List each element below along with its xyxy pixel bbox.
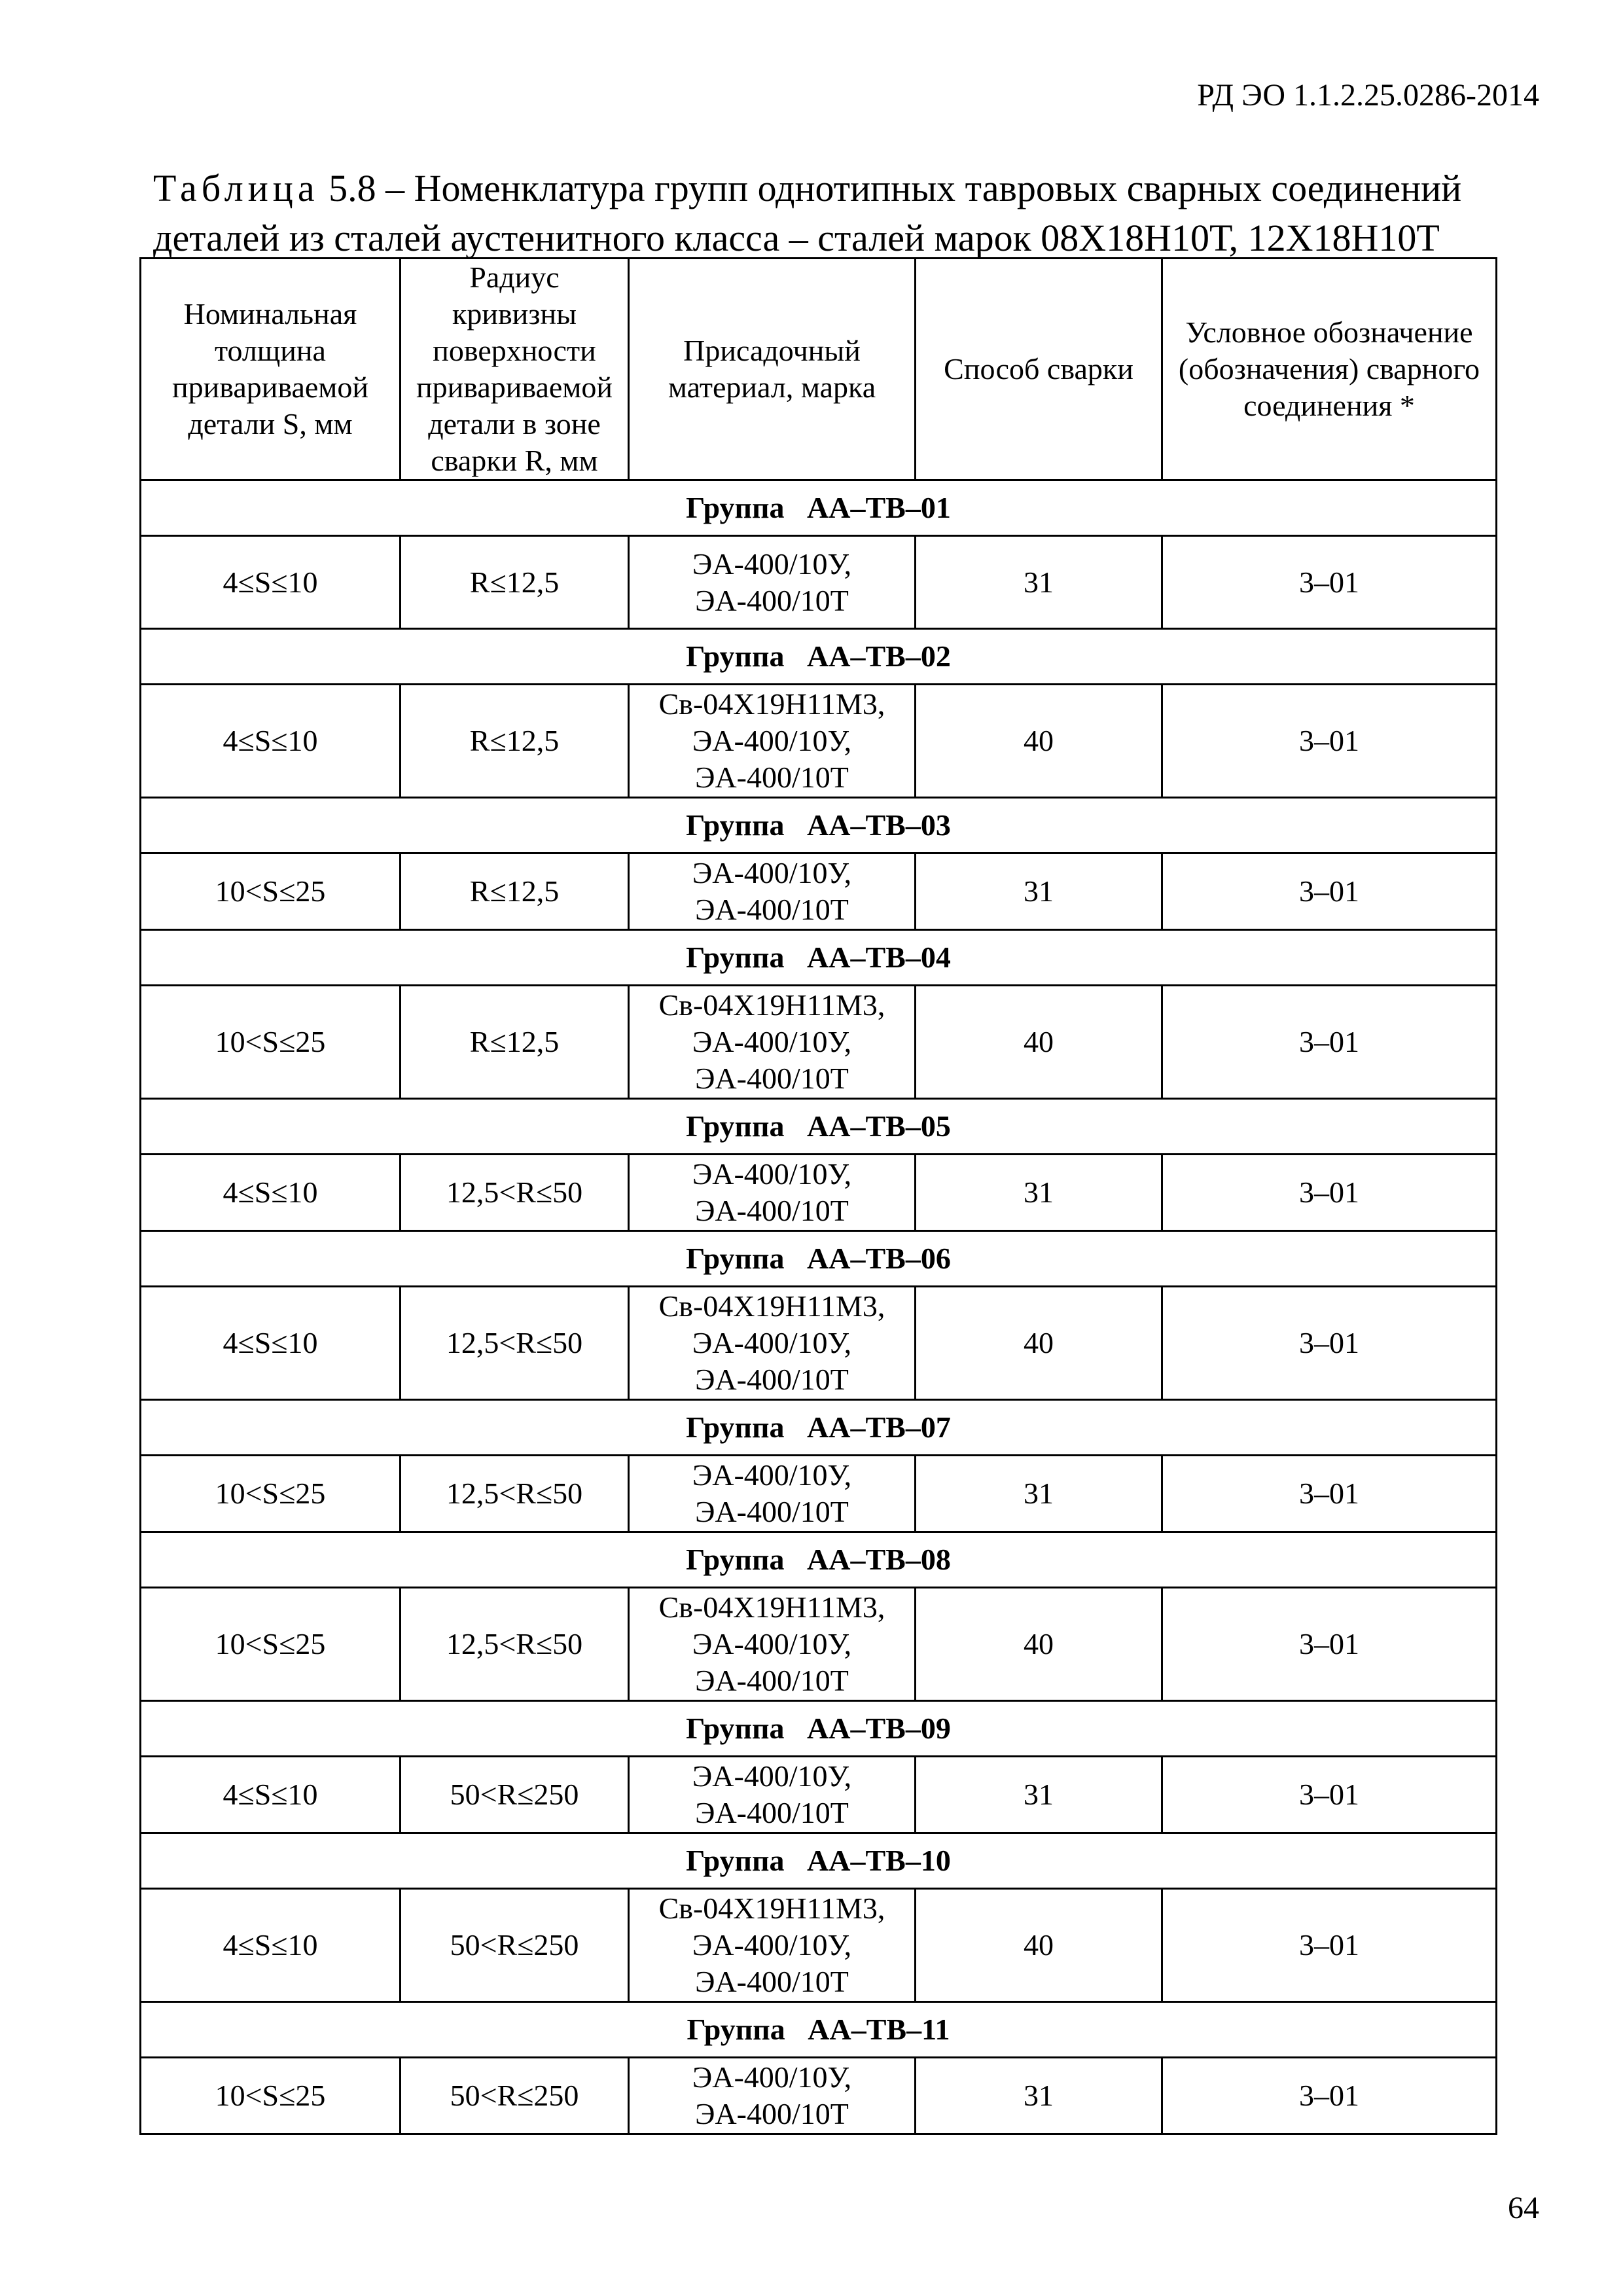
method-cell: 40	[916, 685, 1162, 798]
designation-cell: 3–01	[1162, 2058, 1497, 2134]
materials-cell	[629, 986, 916, 1099]
method-cell: 31	[916, 536, 1162, 629]
material-line: ЭА-400/10У,	[692, 1025, 852, 1058]
materials-cell	[629, 1456, 916, 1532]
table-row	[141, 1287, 1497, 1400]
method-cell: 31	[916, 1155, 1162, 1231]
radius-cell: 12,5<R≤50	[401, 1155, 629, 1231]
radius-cell: 12,5<R≤50	[401, 1456, 629, 1532]
column-header-filler-material: Присадочный материал, марка	[629, 259, 916, 480]
material-line: ЭА-400/10Т	[695, 1664, 849, 1697]
method-cell: 31	[916, 1757, 1162, 1833]
materials-cell	[629, 685, 916, 798]
material-line: Св-04Х19Н11М3,	[658, 1289, 885, 1323]
radius-cell: R≤12,5	[401, 986, 629, 1099]
method-cell: 31	[916, 2058, 1162, 2134]
material-line: Св-04Х19Н11М3,	[658, 1892, 885, 1925]
group-title: Группа АА–ТВ–11	[141, 2002, 1497, 2058]
group-header-row	[141, 1099, 1497, 1155]
materials-cell	[629, 536, 916, 629]
table-row	[141, 1155, 1497, 1231]
material-line: ЭА-400/10У,	[692, 1458, 852, 1492]
material-line: ЭА-400/10У,	[692, 1157, 852, 1191]
material-line: ЭА-400/10Т	[695, 1495, 849, 1528]
material-line: ЭА-400/10У,	[692, 547, 852, 581]
group-title: Группа АА–ТВ–07	[141, 1400, 1497, 1456]
table-row	[141, 685, 1497, 798]
material-line: ЭА-400/10У,	[692, 2060, 852, 2094]
method-cell: 40	[916, 1588, 1162, 1701]
group-header-row	[141, 1833, 1497, 1889]
table-row	[141, 2058, 1497, 2134]
material-line: ЭА-400/10Т	[695, 761, 849, 794]
group-header-row	[141, 2002, 1497, 2058]
table-header-row	[141, 259, 1497, 480]
table-row	[141, 1889, 1497, 2002]
material-line: ЭА-400/10У,	[692, 724, 852, 757]
radius-cell: 50<R≤250	[401, 1757, 629, 1833]
material-line: ЭА-400/10Т	[695, 1965, 849, 1998]
designation-cell: 3–01	[1162, 1155, 1497, 1231]
group-header-row	[141, 1400, 1497, 1456]
group-title: Группа АА–ТВ–09	[141, 1701, 1497, 1757]
table-row	[141, 1588, 1497, 1701]
thickness-cell: 10<S≤25	[141, 853, 401, 930]
designation-cell: 3–01	[1162, 1889, 1497, 2002]
materials-cell	[629, 853, 916, 930]
designation-cell: 3–01	[1162, 1588, 1497, 1701]
designation-cell: 3–01	[1162, 536, 1497, 629]
radius-cell: 50<R≤250	[401, 2058, 629, 2134]
table-row	[141, 536, 1497, 629]
method-cell: 40	[916, 986, 1162, 1099]
method-cell: 31	[916, 1456, 1162, 1532]
thickness-cell: 10<S≤25	[141, 1456, 401, 1532]
material-line: ЭА-400/10У,	[692, 1627, 852, 1660]
column-header-designation: Условное обозначение (обозначения) сварного соединения *	[1162, 259, 1497, 480]
group-title: Группа АА–ТВ–01	[141, 480, 1497, 536]
welded-joints-table	[139, 257, 1497, 2135]
group-title: Группа АА–ТВ–02	[141, 629, 1497, 685]
materials-cell	[629, 1287, 916, 1400]
group-title: Группа АА–ТВ–10	[141, 1833, 1497, 1889]
group-title: Группа АА–ТВ–08	[141, 1532, 1497, 1588]
designation-cell: 3–01	[1162, 1287, 1497, 1400]
column-header-welding-method: Способ сварки	[916, 259, 1162, 480]
materials-cell	[629, 1889, 916, 2002]
group-header-row	[141, 1701, 1497, 1757]
designation-cell: 3–01	[1162, 986, 1497, 1099]
page-number: 64	[1508, 2191, 1539, 2225]
materials-cell	[629, 1757, 916, 1833]
radius-cell: R≤12,5	[401, 685, 629, 798]
thickness-cell: 4≤S≤10	[141, 1155, 401, 1231]
material-line: ЭА-400/10Т	[695, 1796, 849, 1829]
designation-cell: 3–01	[1162, 1757, 1497, 1833]
radius-cell: 12,5<R≤50	[401, 1287, 629, 1400]
thickness-cell: 4≤S≤10	[141, 1287, 401, 1400]
material-line: ЭА-400/10У,	[692, 1759, 852, 1793]
designation-cell: 3–01	[1162, 1456, 1497, 1532]
material-line: ЭА-400/10У,	[692, 1326, 852, 1359]
material-line: ЭА-400/10Т	[695, 893, 849, 926]
group-title: Группа АА–ТВ–06	[141, 1231, 1497, 1287]
material-line: ЭА-400/10У,	[692, 1928, 852, 1962]
group-header-row	[141, 629, 1497, 685]
group-title: Группа АА–ТВ–03	[141, 798, 1497, 853]
materials-cell	[629, 1155, 916, 1231]
material-line: ЭА-400/10Т	[695, 1194, 849, 1227]
method-cell: 40	[916, 1287, 1162, 1400]
material-line: ЭА-400/10У,	[692, 856, 852, 889]
thickness-cell: 4≤S≤10	[141, 685, 401, 798]
material-line: ЭА-400/10Т	[695, 1062, 849, 1095]
group-header-row	[141, 930, 1497, 986]
group-header-row	[141, 1231, 1497, 1287]
designation-cell: 3–01	[1162, 685, 1497, 798]
thickness-cell: 4≤S≤10	[141, 1757, 401, 1833]
radius-cell: 50<R≤250	[401, 1889, 629, 2002]
material-line: ЭА-400/10Т	[695, 2097, 849, 2130]
thickness-cell: 10<S≤25	[141, 1588, 401, 1701]
material-line: Св-04Х19Н11М3,	[658, 988, 885, 1022]
group-title: Группа АА–ТВ–05	[141, 1099, 1497, 1155]
group-header-row	[141, 798, 1497, 853]
method-cell: 31	[916, 853, 1162, 930]
table-row	[141, 986, 1497, 1099]
material-line: Св-04Х19Н11М3,	[658, 1590, 885, 1624]
designation-cell: 3–01	[1162, 853, 1497, 930]
caption-text: 5.8 – Номенклатура групп однотипных тавровых сварных соединений деталей из сталей аустенитного класса – сталей марок 08Х18Н10Т, 12Х18Н10Т	[153, 167, 1462, 259]
table-row	[141, 1456, 1497, 1532]
thickness-cell: 4≤S≤10	[141, 536, 401, 629]
materials-cell	[629, 1588, 916, 1701]
material-line: Св-04Х19Н11М3,	[658, 687, 885, 721]
caption-label: Таблица	[153, 167, 319, 209]
material-line: ЭА-400/10Т	[695, 1363, 849, 1396]
table-row	[141, 853, 1497, 930]
column-header-thickness: Номинальная толщина привариваемой детали S, мм	[141, 259, 401, 480]
thickness-cell: 10<S≤25	[141, 986, 401, 1099]
radius-cell: 12,5<R≤50	[401, 1588, 629, 1701]
material-line: ЭА-400/10Т	[695, 583, 849, 617]
document-code: РД ЭО 1.1.2.25.0286-2014	[1197, 78, 1539, 113]
group-header-row	[141, 1532, 1497, 1588]
radius-cell: R≤12,5	[401, 536, 629, 629]
thickness-cell: 4≤S≤10	[141, 1889, 401, 2002]
radius-cell: R≤12,5	[401, 853, 629, 930]
thickness-cell: 10<S≤25	[141, 2058, 401, 2134]
group-title: Группа АА–ТВ–04	[141, 930, 1497, 986]
table-row	[141, 1757, 1497, 1833]
column-header-radius: Радиус кривизны поверхности привариваемой детали в зоне сварки R, мм	[401, 259, 629, 480]
group-header-row	[141, 480, 1497, 536]
method-cell: 40	[916, 1889, 1162, 2002]
table-caption	[153, 164, 1495, 263]
materials-cell	[629, 2058, 916, 2134]
